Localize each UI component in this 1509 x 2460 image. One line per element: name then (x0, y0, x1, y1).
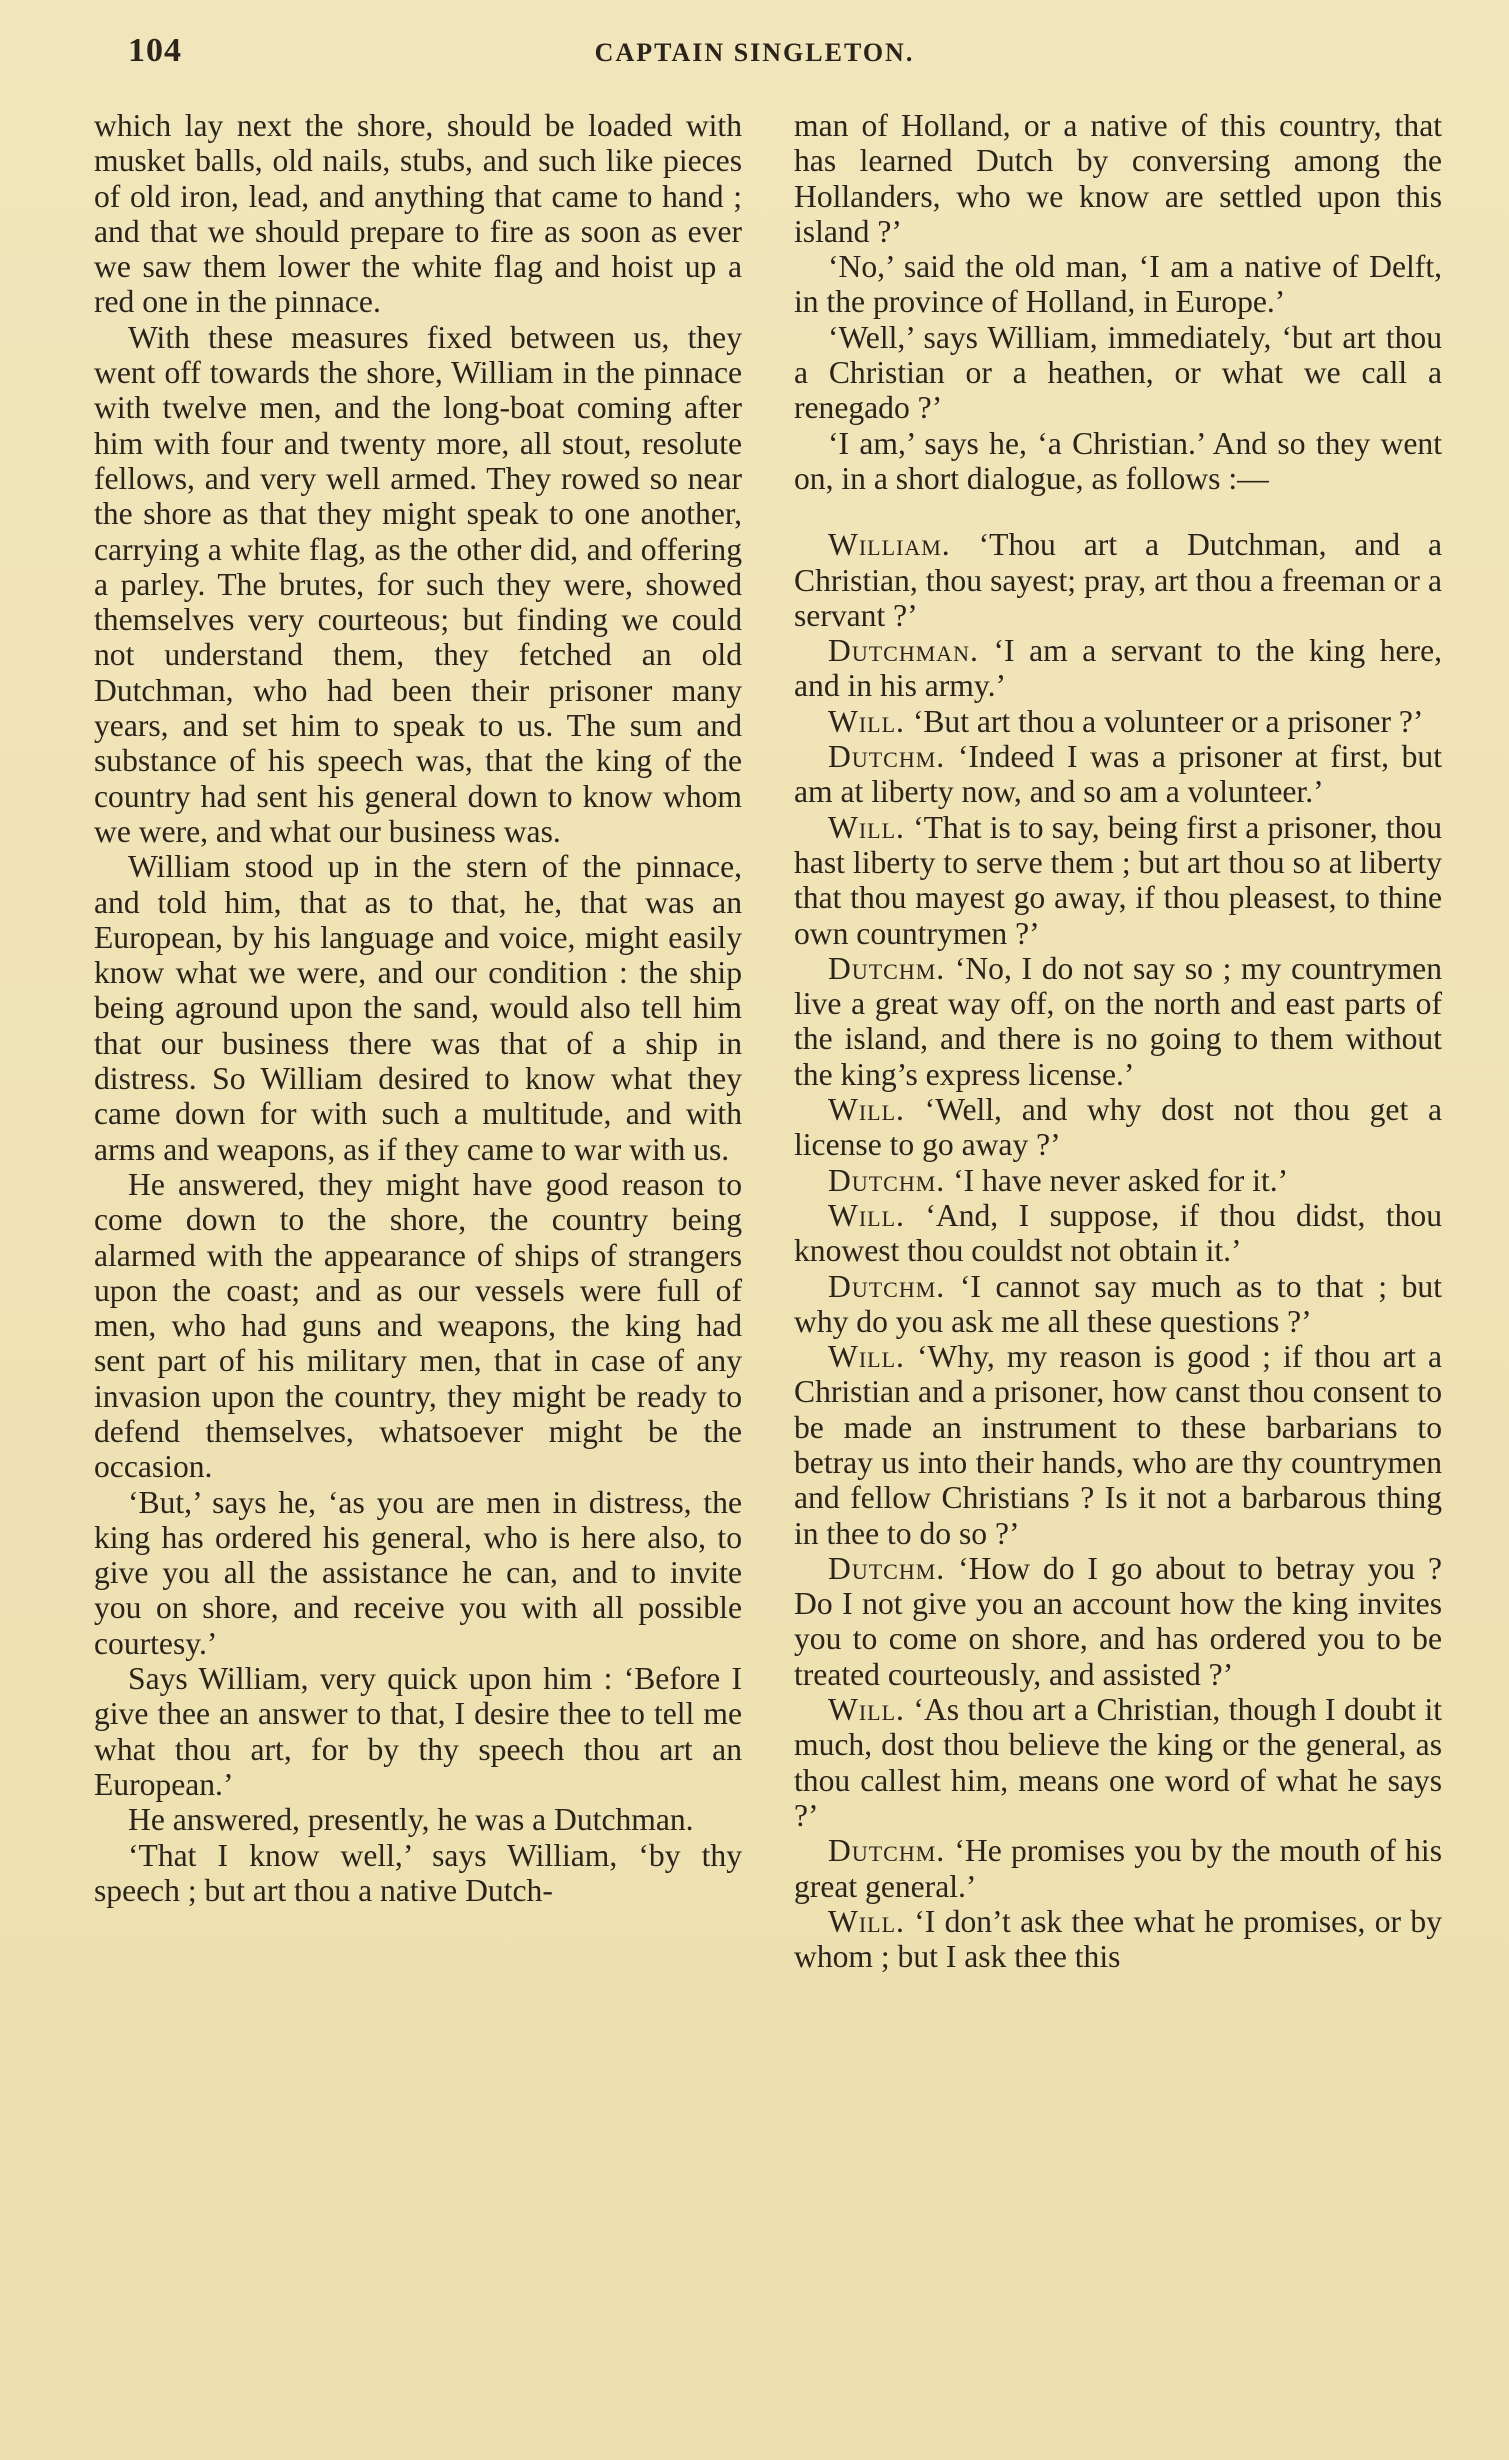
paragraph: He answered, presently, he was a Dutchman. (128, 1802, 694, 1838)
dialogue-text: ‘But art thou a volunteer or a prisoner ?’ (912, 703, 1424, 739)
speaker-name: Will. (828, 1092, 905, 1128)
dialogue-line (794, 810, 1442, 951)
dialogue-line (794, 1198, 1442, 1269)
dialogue-text: ‘I don’t ask thee what he promises, or by whom ; but I ask thee this (794, 1903, 1442, 1975)
speaker-name: Dutchm. (828, 1550, 946, 1586)
dialogue-text: ‘I am a servant to the king here, and in his army.’ (794, 633, 1442, 704)
dialogue-line (794, 1269, 1442, 1340)
speaker-name: Dutchman. (828, 633, 979, 669)
dialogue-text: ‘As thou art a Christian, though I doubt it much, dost thou believe the king or the general, as thou callest him, means one word of what he says ?’ (794, 1692, 1443, 1833)
speaker-name: Dutchm. (828, 950, 946, 986)
dialogue-line (794, 739, 1442, 810)
dialogue-text: ‘How do I go about to betray you ? Do I not give you an account how the king invites you to come on shore, and has ordered you to be treated courteously, and assisted ?’ (794, 1550, 1442, 1692)
left-column (94, 108, 742, 1908)
speaker-name: Will. (828, 809, 905, 845)
paragraph: ‘No,’ said the old man, ‘I am a native of Delft, in the province of Holland, in Europe.’ (794, 249, 1442, 320)
dialogue-line (794, 1904, 1442, 1975)
speaker-name: William. (828, 527, 951, 563)
speaker-name: Dutchm. (828, 739, 946, 775)
dialogue-text: ‘I have never asked for it.’ (953, 1162, 1289, 1198)
dialogue-line (794, 1551, 1442, 1692)
speaker-name: Will. (828, 1903, 905, 1939)
paragraph: which lay next the shore, should be loaded with musket balls, old nails, stubs, and such like pieces of old iron, lead, and anything that came to hand ; and that we should prepare to fire as soon as ever we saw them lower the white flag and hoist up a red one in the pinnace. (94, 108, 742, 320)
dialogue-text: ‘Thou art a Dutchman, and a Christian, thou sayest; pray, art thou a freeman or a servant ?’ (794, 527, 1442, 633)
dialogue-line (794, 1692, 1442, 1833)
paragraph: ‘That I know well,’ says William, ‘by thy speech ; but art thou a native Dutch- (94, 1837, 742, 1908)
dialogue-text: ‘No, I do not say so ; my countrymen live a great way off, on the north and east parts of the island, and there is no going to them without the king’s express license.’ (794, 950, 1442, 1092)
speaker-name: Will. (828, 1692, 905, 1728)
paragraph: man of Holland, or a native of this country, that has learned Dutch by conversing among the Hollanders, who we know are settled upon this island ?’ (794, 108, 1442, 249)
paragraph: With these measures fixed between us, they went off towards the shore, William in the pinnace with twelve men, and the long-boat coming after him with four and twenty more, all stout, resolute fellows, and very well armed. They rowed so near the shore as that they might speak to one another, carrying a white flag, as the other did, and offering a parley. The brutes, for such they were, showed themselves very courteous; but finding we could not understand them, they fetched an old Dutchman, who had been their prisoner many years, and set him to speak to us. The sum and substance of his speech was, that the king of the country had sent his general down to know whom we were, and what our business was. (94, 319, 742, 849)
dialogue-line (794, 1339, 1442, 1551)
dialogue-line (794, 1833, 1442, 1904)
dialogue-line (794, 633, 1442, 704)
speaker-name: Will. (828, 703, 905, 739)
dialogue-line (794, 951, 1442, 1092)
paragraph: William stood up in the stern of the pinnace, and told him, that as to that, he, that was an European, by his language and voice, might easily know what we were, and our condition : the ship being aground upon the sand, would also tell him that our business there was that of a ship in distress. So William desired to know what they came down for with such a multitude, and with arms and weapons, as if they came to war with us. (94, 849, 742, 1167)
dialogue-text: ‘He promises you by the mouth of his great general.’ (794, 1833, 1442, 1904)
dialogue-text: ‘I cannot say much as to that ; but why do you ask me all these questions ?’ (794, 1268, 1442, 1339)
dialogue-line (794, 704, 1442, 739)
dialogue-text: ‘Indeed I was a prisoner at first, but am at liberty now, and so am a volunteer.’ (794, 739, 1443, 810)
dialogue-text: ‘Well, and why dost not thou get a license to go away ?’ (794, 1092, 1442, 1163)
speaker-name: Dutchm. (828, 1268, 946, 1304)
right-column (794, 108, 1442, 1974)
dialogue-line (794, 1163, 1442, 1198)
paragraph: ‘I am,’ says he, ‘a Christian.’ And so they went on, in a short dialogue, as follows :— (794, 425, 1442, 496)
speaker-name: Will. (828, 1197, 905, 1233)
speaker-name: Dutchm. (828, 1833, 946, 1869)
paragraph: ‘But,’ says he, ‘as you are men in distress, the king has ordered his general, who is here also, to give you all the assistance he can, and to invite you on shore, and receive you with all possible courtesy.’ (94, 1484, 742, 1661)
dialogue-line (794, 527, 1442, 633)
dialogue-text: ‘And, I suppose, if thou didst, thou knowest thou couldst not obtain it.’ (794, 1197, 1442, 1269)
paragraph: Says William, very quick upon him : ‘Before I give thee an answer to that, I desire thee to tell me what thou art, for by thy speech thou art an European.’ (94, 1661, 742, 1802)
page-number: 104 (128, 32, 182, 69)
paragraph: He answered, they might have good reason to come down to the shore, the country being alarmed with the appearance of ships of strangers upon the coast; and as our vessels were full of men, who had guns and weapons, the king had sent part of his military men, that in case of any invasion upon the country, they might be ready to defend themselves, whatsoever might be the occasion. (94, 1166, 742, 1485)
running-title: CAPTAIN SINGLETON. (594, 38, 915, 67)
paragraph: ‘Well,’ says William, immediately, ‘but art thou a Christian or a heathen, or what we call a renegado ?’ (794, 319, 1442, 426)
speaker-name: Dutchm. (828, 1162, 946, 1198)
dialogue-text: ‘That is to say, being first a prisoner, thou hast liberty to serve them ; but art thou so at liberty that thou mayest go away, if thou pleasest, to thine own countrymen ?’ (794, 809, 1442, 951)
dialogue-text: ‘Why, my reason is good ; if thou art a Christian and a prisoner, how canst thou consent to be made an instrument to these barbarians to betray us into their hands, who are thy countrymen and fellow Christians ? Is it not a barbarous thing in thee to do so ?’ (794, 1339, 1442, 1551)
dialogue-line (794, 1092, 1442, 1163)
speaker-name: Will. (828, 1339, 905, 1375)
